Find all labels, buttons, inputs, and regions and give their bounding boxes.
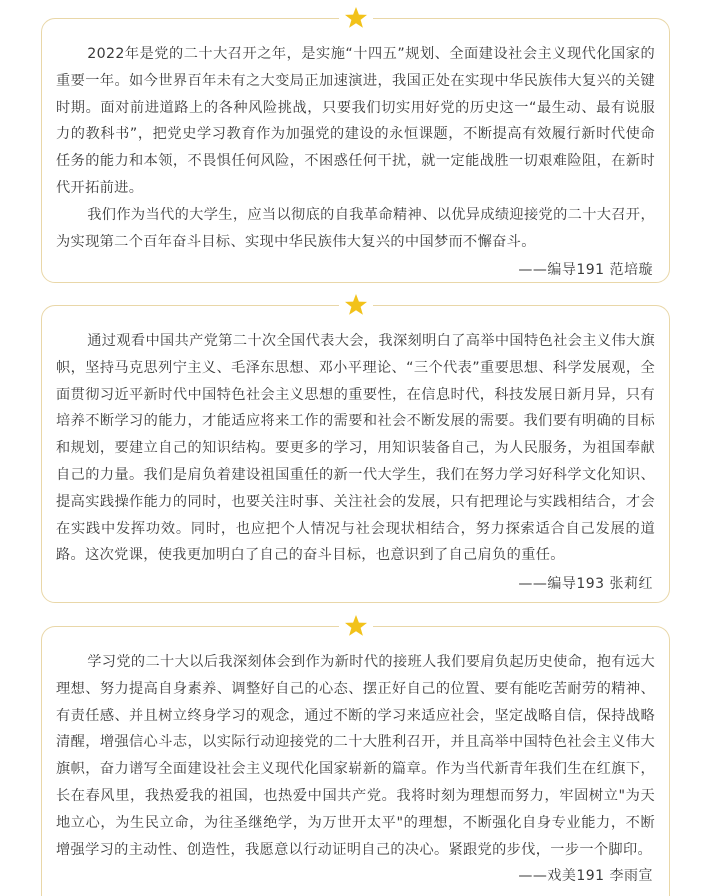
star-icon — [339, 614, 373, 640]
paragraph: 学习党的二十大以后我深刻体会到作为新时代的接班人我们要肩负起历史使命，抱有远大理想、努力提高自身素养、调整好自己的心态、摆正好自己的位置、要有能吃苦耐劳的精神、有责任感、并且树立终身学习的观念，通过不断的学习来适应社会，坚定战略自信，保持战略清醒，增强信心斗志，以实际行动迎接党的二十大胜利召开，并且高举中国特色社会主义伟大旗帜，奋力谱写全面建设社会主义现代化国家崭新的篇章。作为当代新青年我们生在红旗下，长在春风里，我热爱我的祖国，也热爱中国共产党。我将时刻为理想而努力，牢固树立"为天地立心，为生民立命，为往圣继绝学，为万世开太平"的理想，不断强化自身专业能力，不断增强学习的主动性、创造性，我愿意以行动证明自己的决心。紧跟党的步伐，一步一个脚印。 — [56, 654, 655, 858]
author-signature: ——编导193 张莉红 — [518, 576, 653, 593]
author-signature: ——戏美191 李雨宣 — [518, 868, 653, 885]
paragraph: 我们作为当代的大学生，应当以彻底的自我革命精神、以优异成绩迎接党的二十大召开，为实现第二个百年奋斗目标、实现中华民族伟大复兴的中国梦而不懈奋斗。 — [56, 206, 655, 250]
reflection-card-3 — [41, 626, 670, 896]
star-icon — [339, 293, 373, 319]
paragraph: 通过观看中国共产党第二十次全国代表大会，我深刻明白了高举中国特色社会主义伟大旗帜，坚持马克思列宁主义、毛泽东思想、邓小平理论、“三个代表”重要思想、科学发展观，全面贯彻习近平新时代中国特色社会主义思想的重要性，在信息时代，科技发展日新月异，只有培养不断学习的能力，才能适应将来工作的需要和社会不断发展的需要。我们要有明确的目标和规划，要建立自己的知识结构。要更多的学习，用知识装备自己，为人民服务，为祖国奉献自己的力量。我们是肩负着建设祖国重任的新一代大学生，我们在努力学习好科学文化知识、提高实践操作能力的同时，也要关注时事、关注社会的发展，只有把理论与实践相结合，才会在实践中发挥功效。同时，也应把个人情况与社会现状相结合，努力探索适合自己发展的道路。这次党课，使我更加明白了自己的奋斗目标，也意识到了自己肩负的重任。 — [56, 333, 655, 564]
reflection-card-1 — [41, 18, 670, 283]
paragraph: 2022年是党的二十大召开之年，是实施“十四五”规划、全面建设社会主义现代化国家的重要一年。如今世界百年未有之大变局正加速演进，我国正处在实现中华民族伟大复兴的关键时期。面对前进道路上的各种风险挑战，只要我们切实用好党的历史这一“最生动、最有说服力的教科书”，把党史学习教育作为加强党的建设的永恒课题，不断提高有效履行新时代使命任务的能力和本领，不畏惧任何风险，不困惑任何干扰，就一定能战胜一切艰难险阻，在新时代开拓前进。 — [56, 46, 655, 196]
reflection-card-2 — [41, 305, 670, 603]
star-icon — [339, 6, 373, 32]
author-signature: ——编导191 范培璇 — [518, 262, 653, 279]
